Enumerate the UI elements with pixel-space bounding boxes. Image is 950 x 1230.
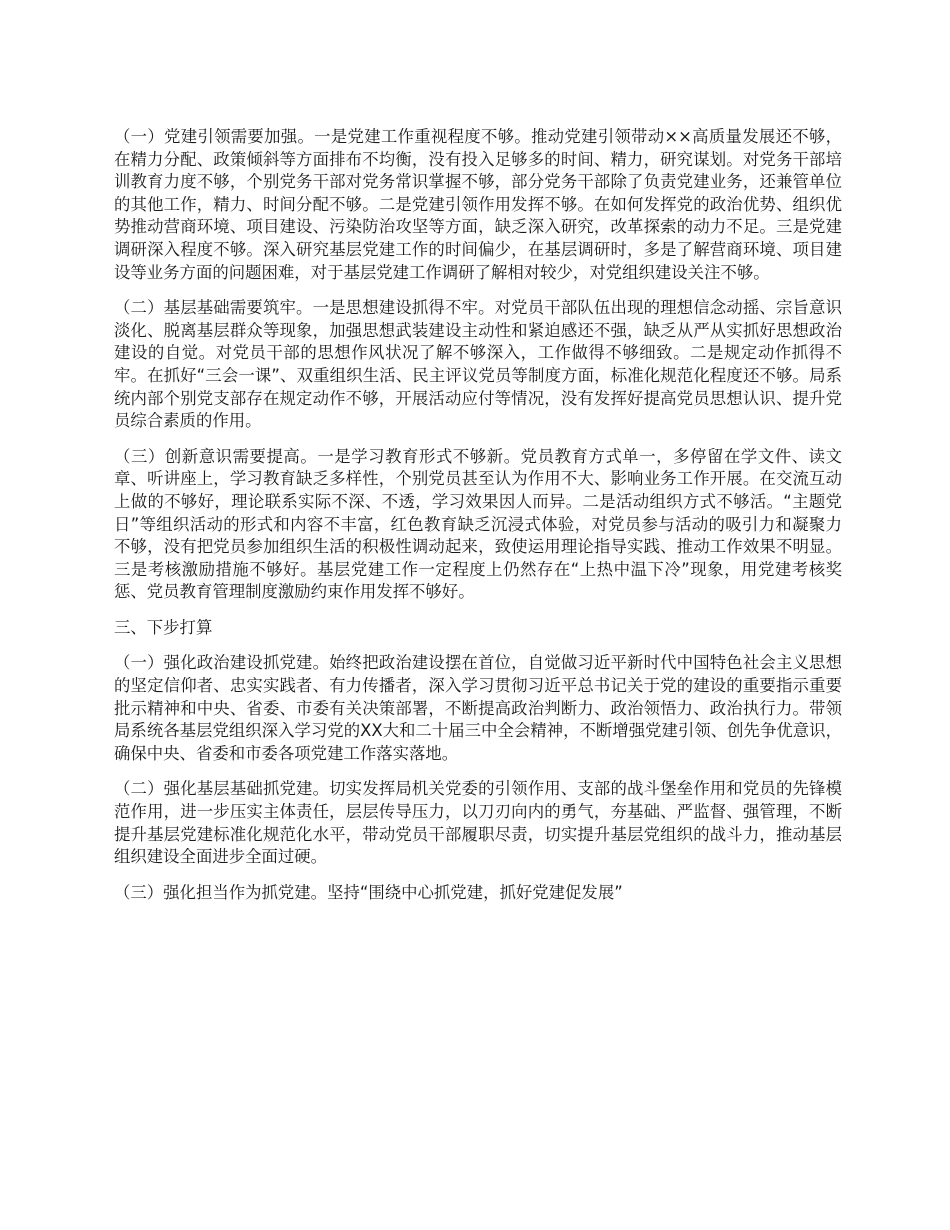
section-heading-next-steps: 三、下步打算 [114, 617, 213, 637]
document-body [114, 126, 842, 917]
paragraph-grassroots-foundation: （二）基层基础需要筑牢。一是思想建设抓得不牢。对党员干部队伍出现的理想信念动摇、宗旨意识淡化、脱离基层群众等现象，加强思想武装建设主动性和紧迫感还不强，缺乏从严从实抓好思想政治建设的自觉。对党员干部的思想作风状况了解不够深入，工作做得不够细致。二是规定动作抓得不牢。在抓好“三会一课”、双重组织生活、民主评议党员等制度方面，标准化规范化程度还不够。局系统内部个别党支部存在规定动作不够，开展活动应付等情况，没有发挥好提高党员思想认识、提升党员综合素质的作用。 [114, 298, 842, 431]
paragraph-innovation-awareness: （三）创新意识需要提高。一是学习教育形式不够新。党员教育方式单一，多停留在学文件、读文章、听讲座上，学习教育缺乏多样性，个别党员甚至认为作用不大、影响业务工作开展。在交流互动上做的不够好，理论联系实际不深、不透，学习效果因人而异。二是活动组织方式不够活。“主题党日”等组织活动的形式和内容不丰富，红色教育缺乏沉浸式体验，对党员参与活动的吸引力和凝聚力不够，没有把党员参加组织生活的积极性调动起来，致使运用理论指导实践、推动工作效果不明显。三是考核激励措施不够好。基层党建工作一定程度上仍然存在“上热中温下冷”现象，用党建考核奖惩、党员教育管理制度激励约束作用发挥不够好。 [114, 446, 842, 602]
paragraph-political-building: （一）强化政治建设抓党建。始终把政治建设摆在首位，自觉做习近平新时代中国特色社会主义思想的坚定信仰者、忠实实践者、有力传播者，深入学习贯彻习近平总书记关于党的建设的重要指示重要批示精神和中央、省委、市委有关决策部署，不断提高政治判断力、政治领悟力、政治执行力。带领局系统各基层党组织深入学习党的XX大和二十届三中全会精神，不断增强党建引领、创先争优意识，确保中央、省委和市委各项党建工作落实落地。 [114, 653, 842, 763]
paragraph-party-leadership: （一）党建引领需要加强。一是党建工作重视程度不够。推动党建引领带动××高质量发展还不够，在精力分配、政策倾斜等方面排布不均衡，没有投入足够多的时间、精力，研究谋划。对党务干部培训教育力度不够，个别党务干部对党务常识掌握不够，部分党务干部除了负责党建业务，还兼管单位的其他工作，精力、时间分配不够。二是党建引领作用发挥不够。在如何发挥党的政治优势、组织优势推动营商环境、项目建设、污染防治攻坚等方面，缺乏深入研究，改革探索的动力不足。三是党建调研深入程度不够。深入研究基层党建工作的时间偏少，在基层调研时，多是了解营商环境、项目建设等业务方面的问题困难，对于基层党建工作调研了解相对较少，对党组织建设关注不够。 [114, 127, 842, 282]
paragraph-responsibility: （三）强化担当作为抓党建。坚持“围绕中心抓党建，抓好党建促发展” [114, 882, 623, 902]
paragraph-grassroots-building: （二）强化基层基础抓党建。切实发挥局机关党委的引领作用、支部的战斗堡垒作用和党员的先锋模范作用，进一步压实主体责任，层层传导压力，以刀刃向内的勇气，夯基础、严监督、强管理，不断提升基层党建标准化规范化水平，带动党员干部履职尽责，切实提升基层党组织的战斗力，推动基层组织建设全面进步全面过硬。 [114, 779, 842, 867]
